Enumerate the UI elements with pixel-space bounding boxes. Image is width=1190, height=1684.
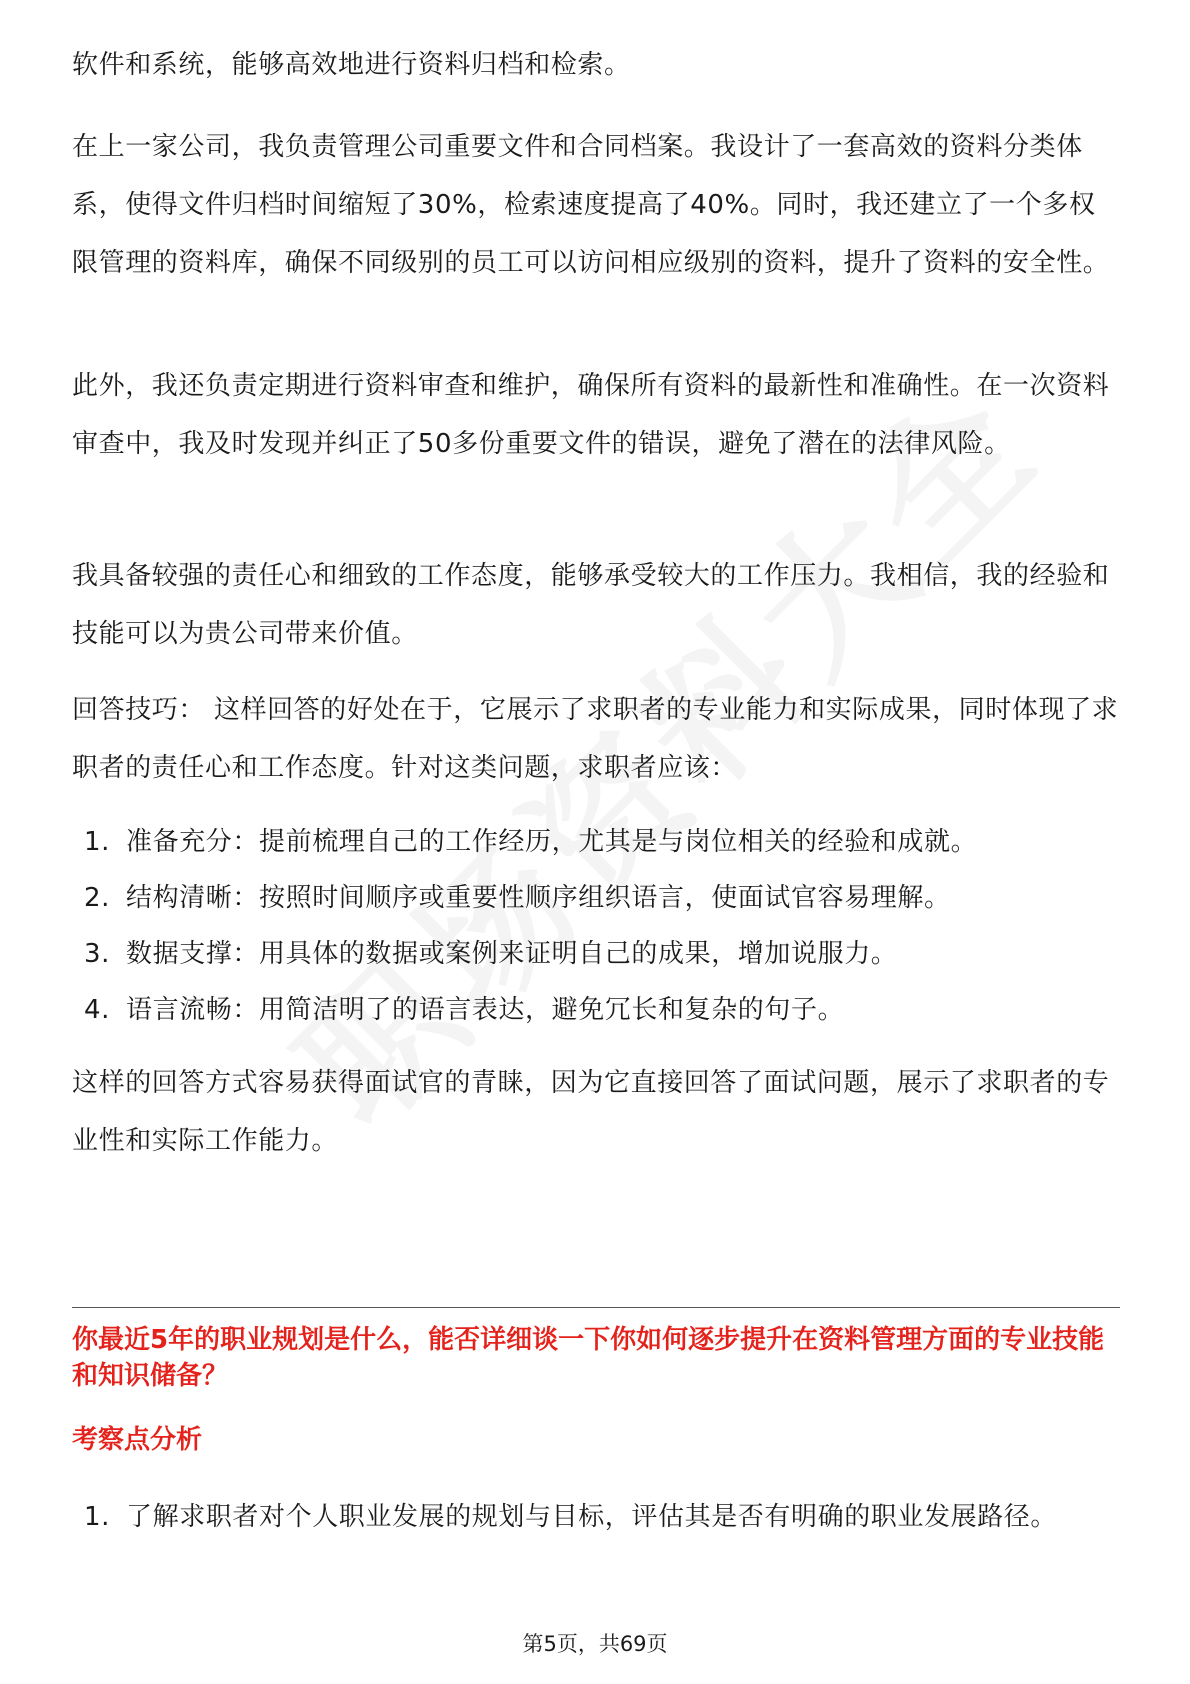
tips-list [72, 814, 1120, 1038]
list-item [72, 1488, 1120, 1546]
list-number: 3. [84, 939, 111, 969]
list-number: 1. [84, 1502, 111, 1532]
list-item-text: 了解求职者对个人职业发展的规划与目标，评估其是否有明确的职业发展路径。 [126, 1502, 1058, 1532]
list-item-text: 结构清晰：按照时间顺序或重要性顺序组织语言，使面试官容易理解。 [126, 883, 951, 913]
list-item-text: 语言流畅：用简洁明了的语言表达，避免冗长和复杂的句子。 [126, 995, 845, 1025]
list-item [72, 870, 1120, 926]
list-number: 4. [84, 995, 111, 1025]
paragraph-responsibility: 我具备较强的责任心和细致的工作态度，能够承受较大的工作压力。我相信，我的经验和技能可以为贵公司带来价值。 [72, 561, 1110, 649]
paragraph-previous-company: 在上一家公司，我负责管理公司重要文件和合同档案。我设计了一套高效的资料分类体系，使得文件归档时间缩短了30%，检索速度提高了40%。同时，我还建立了一个多权限管理的资料库，确保不同级别的员工可以访问相应级别的资料，提升了资料的安全性。 [72, 132, 1110, 278]
section-divider [72, 1307, 1120, 1308]
list-item [72, 982, 1120, 1038]
list-item [72, 814, 1120, 870]
list-number: 1. [84, 827, 111, 857]
document-page [72, 0, 1120, 1684]
interview-question: 你最近5年的职业规划是什么，能否详细谈一下你如何逐步提升在资料管理方面的专业技能和知识储备？ [72, 1325, 1105, 1391]
paragraph-review-maintenance: 此外，我还负责定期进行资料审查和维护，确保所有资料的最新性和准确性。在一次资料审查中，我及时发现并纠正了50多份重要文件的错误，避免了潜在的法律风险。 [72, 371, 1110, 459]
list-item [72, 926, 1120, 982]
paragraph-intro-continuation: 软件和系统，能够高效地进行资料归档和检索。 [72, 50, 631, 80]
list-number: 2. [84, 883, 111, 913]
analysis-heading: 考察点分析 [72, 1425, 203, 1455]
paragraph-answer-tips: 回答技巧： 这样回答的好处在于，它展示了求职者的专业能力和实际成果，同时体现了求职者的责任心和工作态度。针对这类问题，求职者应该： [72, 695, 1119, 783]
page-footer: 第5页，共69页 [522, 1632, 668, 1656]
paragraph-closing: 这样的回答方式容易获得面试官的青睐，因为它直接回答了面试问题，展示了求职者的专业性和实际工作能力。 [72, 1068, 1110, 1156]
analysis-list [72, 1488, 1120, 1546]
list-item-text: 数据支撑：用具体的数据或案例来证明自己的成果，增加说服力。 [126, 939, 898, 969]
list-item-text: 准备充分：提前梳理自己的工作经历，尤其是与岗位相关的经验和成就。 [126, 827, 978, 857]
